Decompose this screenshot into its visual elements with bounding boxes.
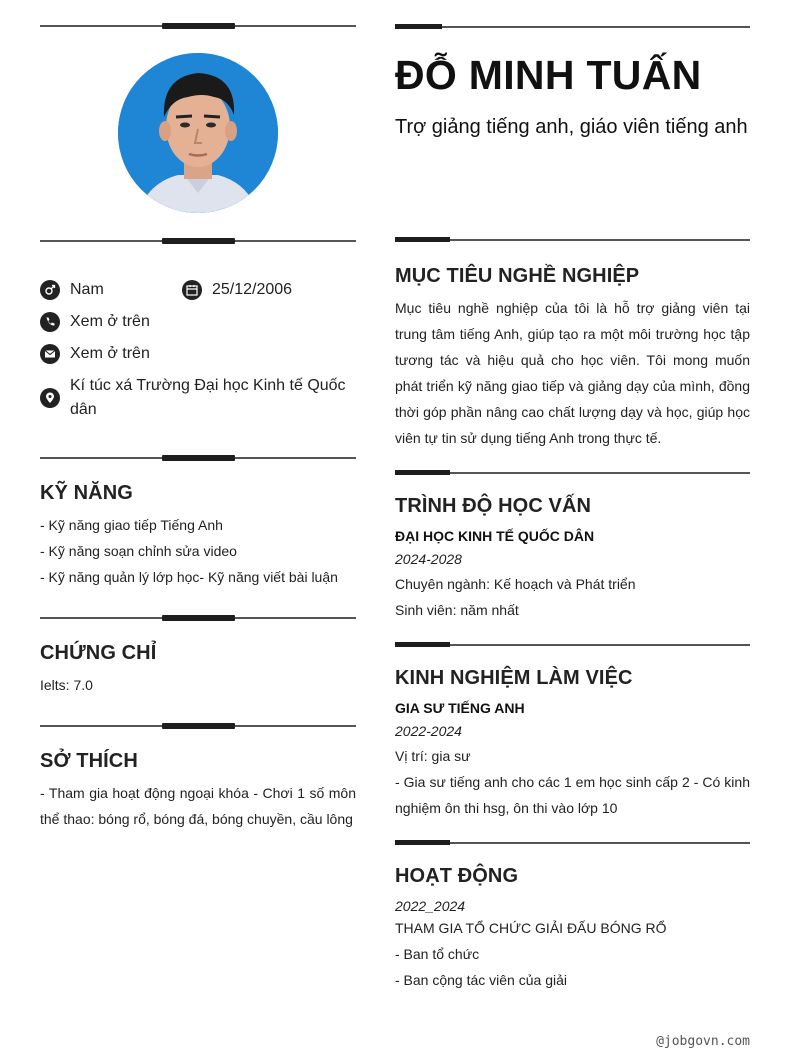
watermark: @jobgovn.com bbox=[656, 1034, 750, 1049]
divider-before-education bbox=[395, 472, 750, 474]
education-major: Chuyên ngành: Kế hoạch và Phát triển bbox=[395, 576, 636, 592]
divider-top-left bbox=[40, 25, 356, 27]
divider-before-skills bbox=[40, 457, 356, 459]
education-title: TRÌNH ĐỘ HỌC VẤN bbox=[395, 495, 592, 517]
objective-title: MỤC TIÊU NGHỀ NGHIỆP bbox=[395, 265, 640, 287]
certificates-title: CHỨNG CHỈ bbox=[40, 642, 157, 664]
experience-role: GIA SƯ TIẾNG ANH bbox=[395, 700, 525, 716]
skill-item: - Kỹ năng giao tiếp Tiếng Anh bbox=[40, 517, 223, 533]
activities-name: THAM GIA TỔ CHỨC GIẢI ĐẤU BÓNG RỔ bbox=[395, 920, 667, 936]
activities-title: HOẠT ĐỘNG bbox=[395, 865, 519, 887]
phone-icon bbox=[40, 312, 60, 332]
skills-title: KỸ NĂNG bbox=[40, 482, 133, 504]
email-icon bbox=[40, 344, 60, 364]
hobbies-title: SỞ THÍCH bbox=[40, 750, 138, 772]
birthday-text: 25/12/2006 bbox=[212, 281, 293, 298]
location-icon bbox=[40, 388, 60, 408]
divider-before-certificates bbox=[40, 617, 356, 619]
experience-position: Vị trí: gia sư bbox=[395, 748, 471, 764]
activities-period: 2022_2024 bbox=[395, 898, 466, 914]
education-period: 2024-2028 bbox=[395, 551, 462, 567]
divider-before-hobbies bbox=[40, 725, 356, 727]
divider-top-right bbox=[395, 26, 750, 28]
email-text: Xem ở trên bbox=[70, 345, 150, 362]
hobbies-text: - Tham gia hoạt động ngoại khóa - Chơi 1 số môn thể thao: bóng rổ, bóng đá, bóng chuyền, cầu lông bbox=[40, 785, 356, 827]
skill-item: - Kỹ năng soạn chỉnh sửa video bbox=[40, 543, 237, 559]
experience-period: 2022-2024 bbox=[395, 723, 462, 739]
experience-title: KINH NGHIỆM LÀM VIỆC bbox=[395, 667, 633, 689]
certificate-text: Ielts: 7.0 bbox=[40, 677, 93, 693]
activities-item: - Ban cộng tác viên của giải bbox=[395, 972, 567, 988]
candidate-name: ĐỖ MINH TUẤN bbox=[395, 52, 702, 98]
skill-item: - Kỹ năng quản lý lớp học- Kỹ năng viết bài luận bbox=[40, 569, 338, 585]
calendar-icon bbox=[182, 280, 202, 300]
objective-text: Mục tiêu nghề nghiệp của tôi là hỗ trợ giảng viên tại trung tâm tiếng Anh, giúp tạo ra một môi trường học tập tương tác và hiệu quả cho học viên. Tôi mong muốn phát triển kỹ năng giao tiếp và giảng dạy của mình, đồng thời góp phần nâng cao chất lượng dạy và học, giúp học viên tự tin sử dụng tiếng Anh trong thực tế. bbox=[395, 300, 750, 446]
divider-before-objective bbox=[395, 239, 750, 241]
divider-after-photo bbox=[40, 240, 356, 242]
activities-item: - Ban tổ chức bbox=[395, 946, 480, 962]
divider-before-activities bbox=[395, 842, 750, 844]
divider-before-experience bbox=[395, 644, 750, 646]
education-school: ĐẠI HỌC KINH TẾ QUỐC DÂN bbox=[395, 528, 595, 544]
job-title: Trợ giảng tiếng anh, giáo viên tiếng anh bbox=[395, 116, 748, 138]
gender-icon bbox=[40, 280, 60, 300]
gender-text: Nam bbox=[70, 281, 104, 298]
address-text: Kí túc xá Trường Đại học Kinh tế Quốc dân bbox=[70, 377, 346, 418]
experience-description: - Gia sư tiếng anh cho các 1 em học sinh cấp 2 - Có kinh nghiệm ôn thi hsg, ôn thi vào lớp 10 bbox=[395, 774, 750, 816]
education-status: Sinh viên: năm nhất bbox=[395, 602, 519, 618]
avatar bbox=[118, 53, 278, 213]
phone-text: Xem ở trên bbox=[70, 313, 150, 330]
